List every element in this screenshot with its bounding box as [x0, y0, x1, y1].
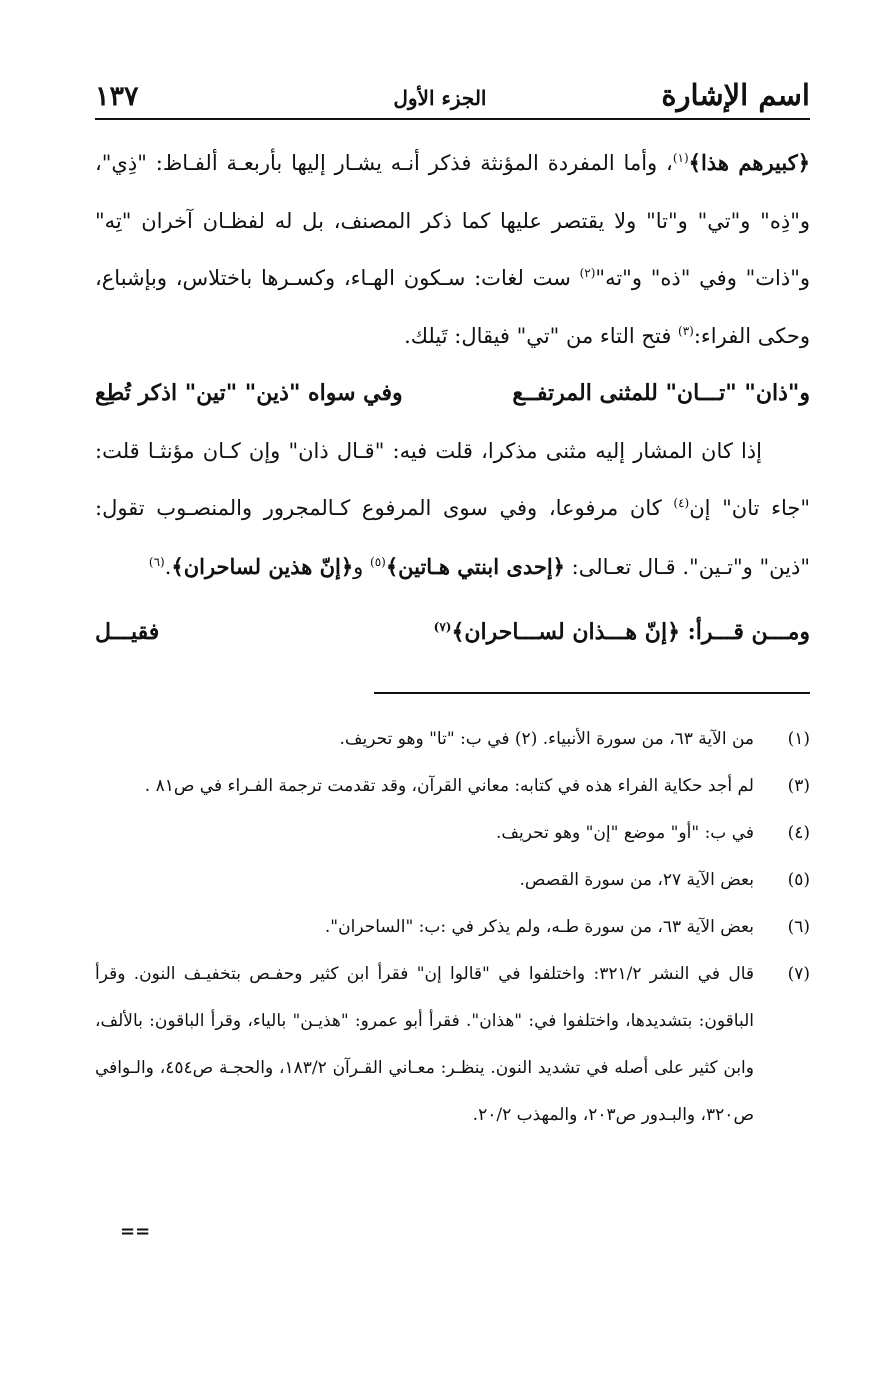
- main-text: [95, 134, 810, 662]
- continuation-mark: ==: [120, 1221, 151, 1242]
- footnote: [95, 763, 810, 810]
- footnote-number: (٦): [787, 916, 810, 937]
- verse-hemistich-right: ومـــن قـــرأ: ﴿إنّ هـــذان لســـاحران﴾: [451, 619, 810, 645]
- header-rule: [95, 118, 810, 120]
- page-number: ١٣٧: [95, 81, 139, 112]
- footnote: [95, 904, 810, 951]
- page-content: [95, 78, 810, 1139]
- footnote-ref: (٥): [370, 554, 386, 569]
- footnote-rule: [374, 692, 810, 694]
- paragraph-text: إذا كان المشار إليه مثنى مذكرا، قلت فيه: "قـال ذان" وإن كـان مؤنثـا قلت: "جاء تان" إن: [95, 438, 810, 520]
- verse-hemistich-left: فقيـــل: [95, 619, 160, 645]
- paragraph-text: ، وأما المفردة المؤنثة فذكر أنـه يشـار إليها بأربعـة ألفـاظ: "ذِي"، و"ذِه" و"تي" و"تا" ولا يقتصر عليها كما ذكر المصنف، بل له لفظـان آخران "تِه" و"ذات" وفي "ذه" و"ته": [95, 151, 811, 290]
- footnote-text: بعض الآية ٦٣، من سورة طـه، ولم يذكر في :ب: "الساحران".: [324, 916, 754, 937]
- footnote: [95, 857, 810, 904]
- paragraph-text: فتح التاء من "تي" فيقال: تَيلك.: [404, 323, 679, 348]
- quran-quote: ﴿كبيرهم هذا﴾: [688, 150, 811, 175]
- footnote-ref: (١): [672, 151, 689, 165]
- paragraph-text: كان مرفوعا، وفي سوى المرفوع كـالمجرور والمنصـوب تقول: "ذين" و"تـين". قـال تعـالى:: [95, 496, 810, 579]
- footnote-text: لم أجد حكاية الفراء هذه في كتابه: معاني القرآن، وقد تقدمت ترجمة الفـراء في ص٨١ .: [144, 775, 754, 796]
- footnote-number: (٣): [787, 775, 810, 796]
- page-header: [95, 78, 810, 116]
- footnote-text: من الآية ٦٣، من سورة الأنبياء. (٢) في ب: "تا" وهو تحريف.: [339, 728, 754, 749]
- verse-hemistich-right: و"ذان" "تـــان" للمثنى المرتفــع: [512, 380, 810, 406]
- paragraph-text: و: [353, 554, 370, 579]
- paragraph-2: [95, 423, 810, 597]
- footnote-number: (٧): [787, 963, 810, 984]
- footnote: [95, 951, 810, 1139]
- footnote-text: قال في النشر ٣٢١/٢: واختلفوا في "قالوا إن" فقرأ ابن كثير وحفـص بتخفيـف النون. وقرأ الباقون: بتشديدها، واختلفوا في: "هذان". فقرأ أبو عمرو: "هذيـن" بالياء، وقرأ الباقون: بالألف، وابن كثير على أصله في تشديد النون. ينظـر: معـاني القـرآن ١٨٣/٢، والحجـة ص٤٥٤، والـوافي ص٣٢٠، والبـدور ص٢٠٣، والمهذب ٢٠/٢.: [95, 963, 754, 1125]
- verse-line-2: [95, 604, 810, 662]
- footnote-ref: (٢): [579, 266, 596, 280]
- footnote-ref: (٧): [433, 620, 452, 634]
- footnote-number: (٤): [787, 822, 810, 843]
- footnote-text: بعض الآية ٢٧، من سورة القصص.: [519, 869, 754, 890]
- footnote-ref: (٤): [673, 496, 690, 510]
- footnote-ref: (٦): [148, 554, 165, 569]
- footnote-number: (٥): [787, 869, 810, 890]
- paragraph-text: ست لغات: سـكون الهـاء، وكسـرها باختلاس، وبإشباع، وحكى الفراء:: [95, 266, 810, 348]
- verse-line-1: [95, 365, 810, 423]
- part-label: الجزء الأول: [393, 86, 487, 110]
- footnote-text: في ب: "أو" موضع "إن" وهو تحريف.: [495, 822, 754, 843]
- running-title: اسم الإشارة: [661, 78, 810, 112]
- paragraph-text: .: [164, 554, 172, 579]
- verse-hemistich-left: وفي سواه "ذين" "تين" اذكر تُطِع: [95, 380, 403, 406]
- footnote-number: (١): [787, 728, 810, 749]
- footnotes: [95, 716, 810, 1139]
- quran-quote: ﴿إحدى ابنتي هـاتين﴾: [385, 553, 565, 579]
- quran-quote: ﴿إنّ هذين لساحران﴾: [171, 553, 354, 579]
- footnote-ref: (٣): [678, 323, 694, 338]
- footnote: [95, 810, 810, 857]
- footnote: [95, 716, 810, 763]
- paragraph-1: [95, 134, 810, 365]
